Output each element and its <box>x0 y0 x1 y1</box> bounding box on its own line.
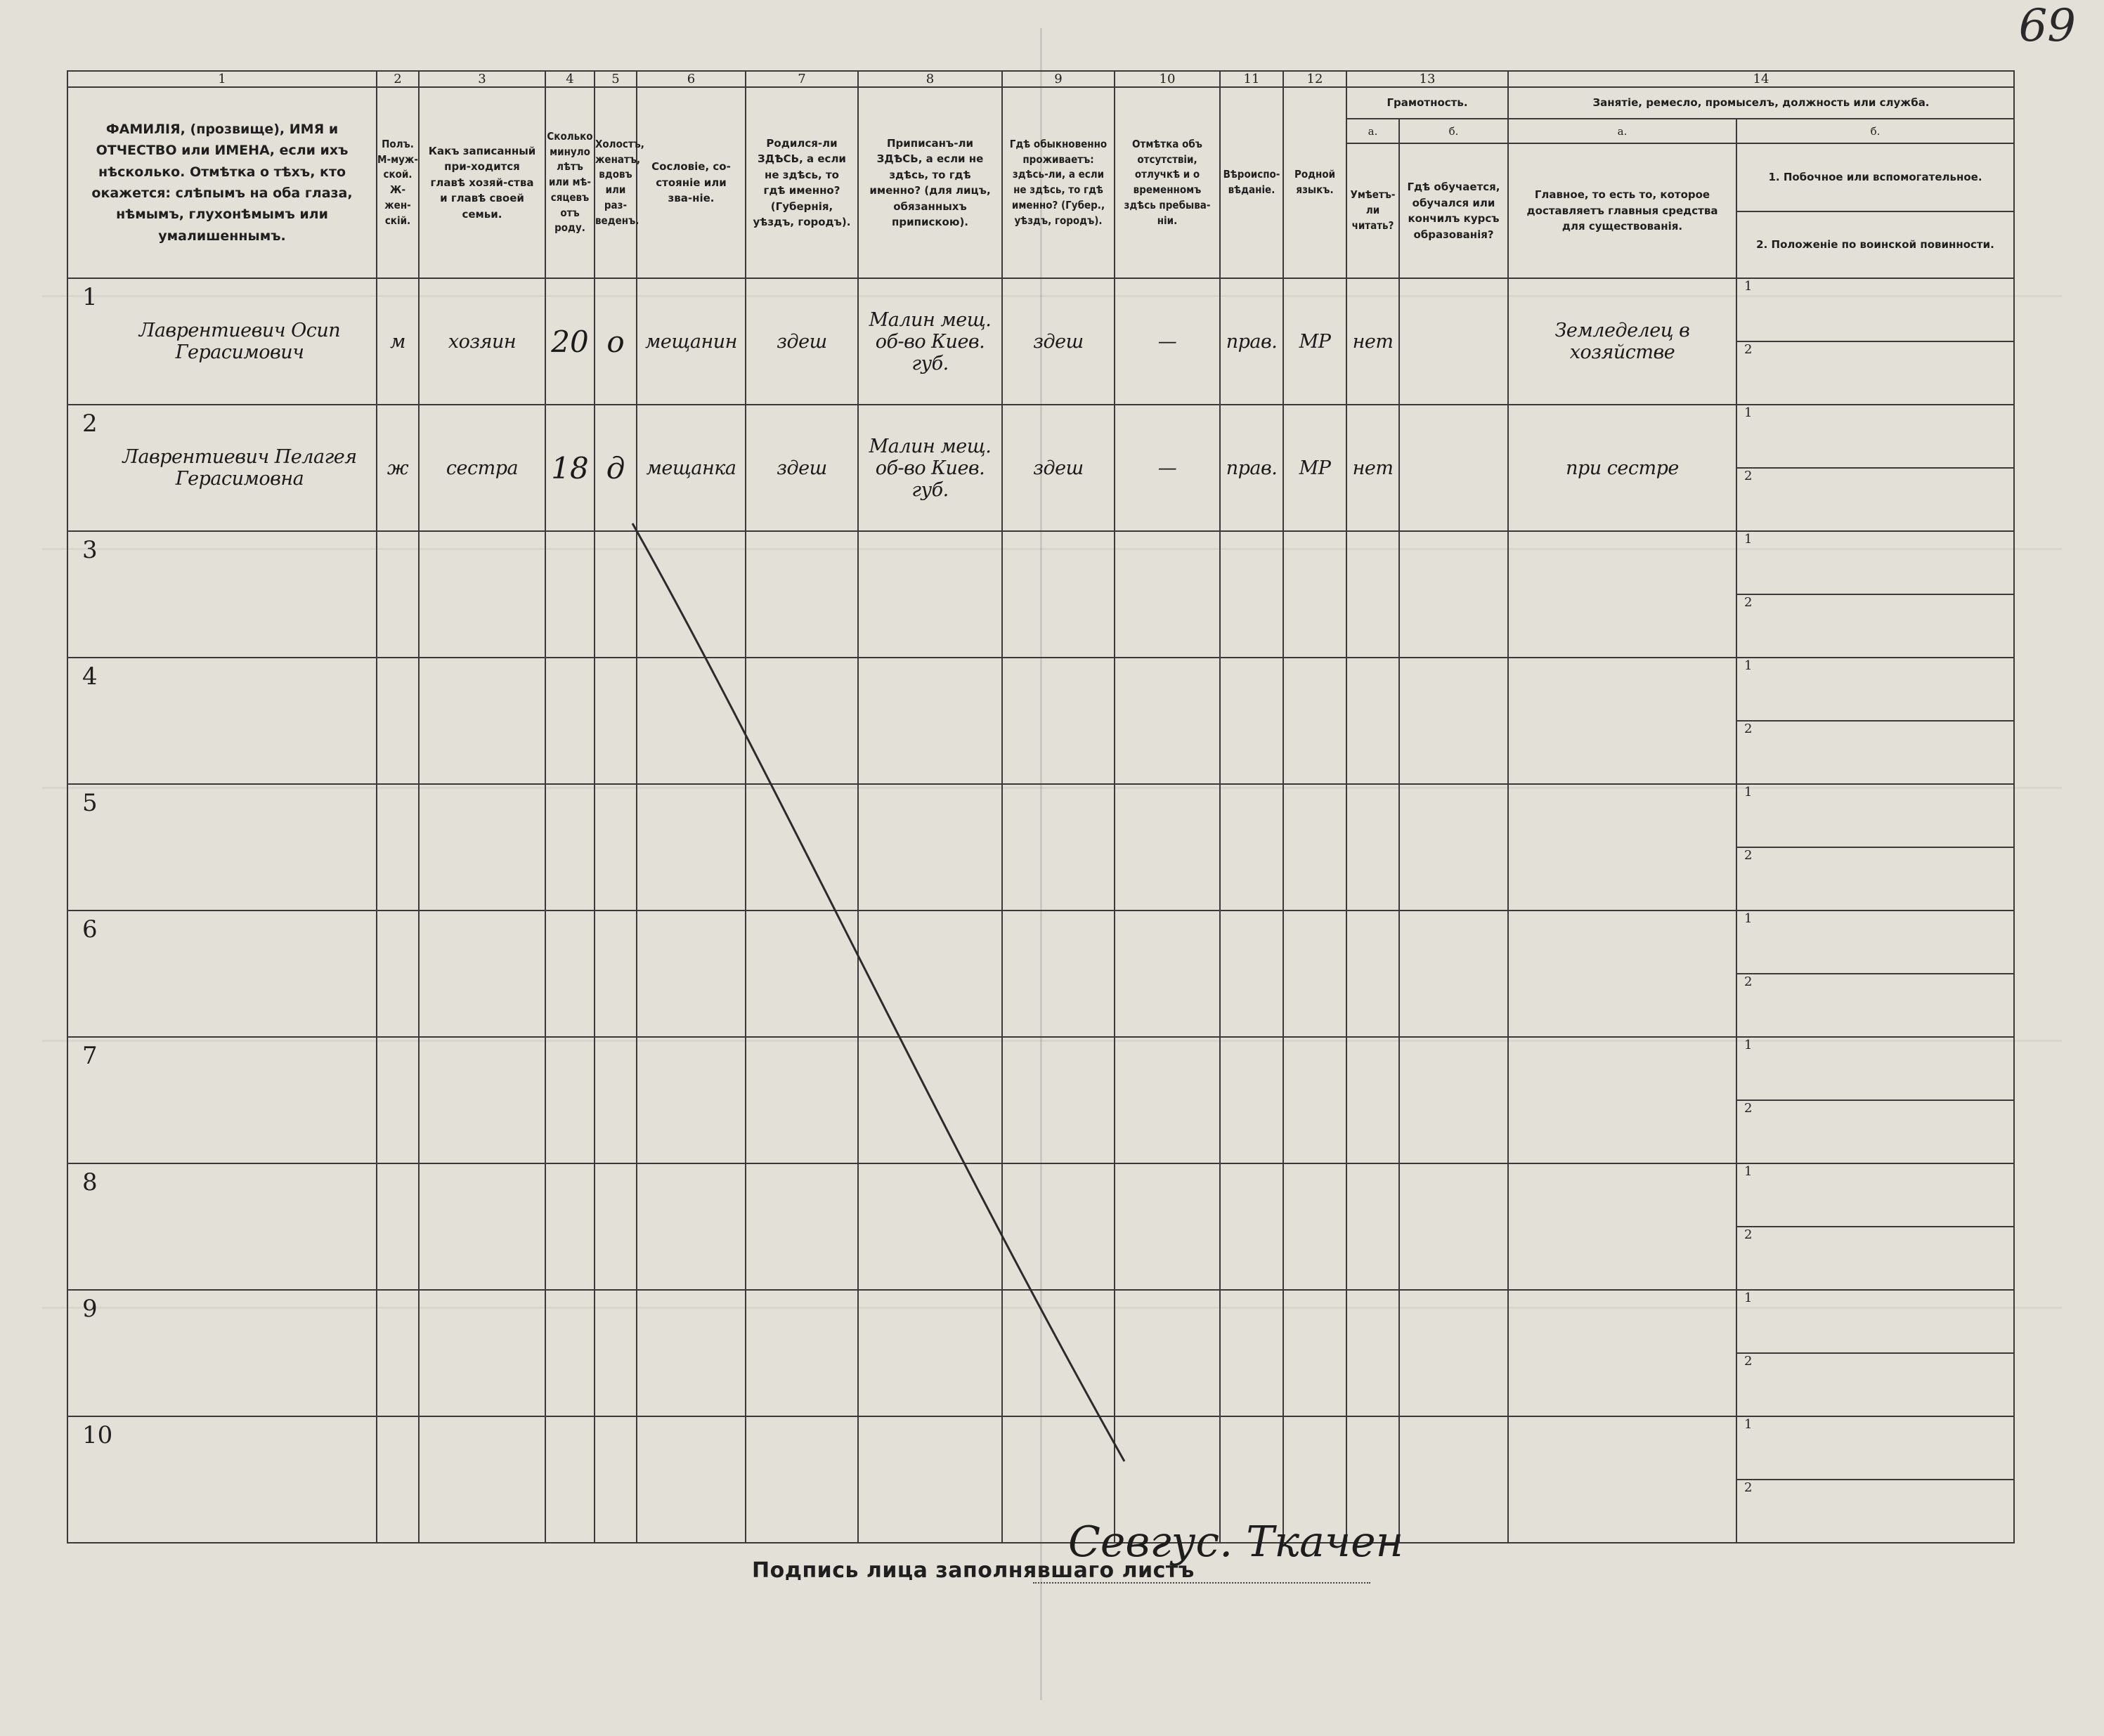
col-number: 8 <box>858 71 1002 87</box>
person-row <box>67 1416 2014 1480</box>
header-education: Гдѣ обучается, обучался или кончилъ курсъ образованія? <box>1399 143 1508 278</box>
col-number: 6 <box>637 71 746 87</box>
header-residence: Гдѣ обыкновенно проживаетъ: здѣсь-ли, а если не здѣсь, то гдѣ именно? (Губер., уѣздъ, городъ). <box>1002 87 1115 278</box>
header-secondary-occupation: 1. Побочное или вспомогательное. <box>1737 144 2013 212</box>
col-number: 11 <box>1220 71 1283 87</box>
person-row <box>67 1290 2014 1353</box>
header-language: Родной языкъ. <box>1283 87 1346 278</box>
header-occupation-b-label: б. <box>1736 119 2014 143</box>
row-number: 3 <box>67 531 377 658</box>
secondary-subcell: 1 <box>1736 658 2014 721</box>
literacy-cell: нет <box>1346 405 1399 531</box>
row-number: 7 <box>67 1037 377 1163</box>
col-number: 2 <box>377 71 419 87</box>
occupation-cell: Земледелец в хозяйстве <box>1508 278 1736 405</box>
header-military: 2. Положеніе по воинской повинности. <box>1756 238 1994 252</box>
header-absence: Отмѣтка объ отсутствіи, отлучкѣ и о временномъ здѣсь пребыва-ніи. <box>1115 87 1220 278</box>
signature-line <box>1033 1582 1370 1584</box>
header-registered: Приписанъ-ли ЗДѢСЬ, а если не здѣсь, то гдѣ именно? (для лицъ, обязанныхъ припискою). <box>858 87 1002 278</box>
col-number: 1 <box>67 71 377 87</box>
education-cell <box>1399 278 1508 405</box>
col-number: 13 <box>1346 71 1508 87</box>
military-subcell: 2 <box>1736 1227 2014 1290</box>
residence-cell: здеш <box>1002 278 1115 405</box>
header-sex: Полъ. М-муж-ской. Ж-жен-скій. <box>377 87 419 278</box>
person-row <box>67 1037 2014 1100</box>
col-number: 12 <box>1283 71 1346 87</box>
military-subcell: 2 <box>1736 1353 2014 1416</box>
col-number: 5 <box>595 71 637 87</box>
birthplace-cell: здеш <box>746 405 858 531</box>
person-row <box>67 278 2014 341</box>
military-subcell: 2 <box>1736 341 2014 405</box>
sex-cell: м <box>377 278 419 405</box>
secondary-subcell: 1 <box>1736 1416 2014 1480</box>
col-number: 4 <box>545 71 595 87</box>
person-name: Лаврентиевич Осип Герасимович <box>138 320 341 363</box>
military-subcell: 2 <box>1736 594 2014 658</box>
registered-cell: Малин мещ. об-во Киев. губ. <box>858 405 1002 531</box>
secondary-subcell: 1 <box>1736 1163 2014 1227</box>
person-row <box>67 531 2014 594</box>
secondary-subcell: 1 <box>1736 1290 2014 1353</box>
language-cell: МР <box>1283 405 1346 531</box>
header-occupation: Занятіе, ремесло, промыселъ, должность или служба. <box>1508 87 2014 119</box>
absence-cell: — <box>1115 405 1220 531</box>
language-cell: МР <box>1283 278 1346 405</box>
header-literacy-a-label: а. <box>1346 119 1399 143</box>
person-row <box>67 784 2014 847</box>
signature-label: Подпись лица заполнявшаго листъ <box>752 1558 1195 1583</box>
person-name: Лаврентиевич Пелагея Герасимовна <box>122 446 357 490</box>
page-number: 69 <box>2018 0 2076 52</box>
secondary-subcell: 1 <box>1736 278 2014 341</box>
header-literacy: Грамотность. <box>1346 87 1508 119</box>
age-cell: 18 <box>545 405 595 531</box>
birthplace-cell: здеш <box>746 278 858 405</box>
row-number: 9 <box>67 1290 377 1416</box>
col-number: 9 <box>1002 71 1115 87</box>
military-subcell: 2 <box>1736 1100 2014 1163</box>
name-cell <box>67 278 377 405</box>
sex-cell: ж <box>377 405 419 531</box>
military-subcell: 2 <box>1736 974 2014 1037</box>
signature: Севгус. Ткачен <box>1068 1518 1404 1567</box>
secondary-subcell: 1 <box>1736 911 2014 974</box>
marital-cell: о <box>595 278 637 405</box>
relation-cell: сестра <box>419 405 545 531</box>
person-row <box>67 1163 2014 1227</box>
secondary-subcell: 1 <box>1736 405 2014 468</box>
header-birthplace: Родился-ли ЗДѢСЬ, а если не здѣсь, то гдѣ именно? (Губернія, уѣздъ, городъ). <box>746 87 858 278</box>
header-age: Сколько минуло лѣтъ или мѣ-сяцевъ отъ роду. <box>545 87 595 278</box>
header-can-read: Умѣетъ-ли читать? <box>1346 143 1399 278</box>
row-number: 1 <box>82 283 98 311</box>
relation-cell: хозяин <box>419 278 545 405</box>
secondary-subcell: 1 <box>1736 531 2014 594</box>
person-row <box>67 658 2014 721</box>
header-row-1 <box>67 87 2014 119</box>
registered-cell: Малин мещ. об-во Киев. губ. <box>858 278 1002 405</box>
military-subcell: 2 <box>1736 847 2014 911</box>
absence-cell: — <box>1115 278 1220 405</box>
header-relation: Какъ записанный при-ходится главѣ хозяй-ства и главѣ своей семьи. <box>419 87 545 278</box>
estate-cell: мещанка <box>637 405 746 531</box>
header-secondary <box>1736 143 2014 278</box>
person-row <box>67 911 2014 974</box>
header-occupation-a-label: а. <box>1508 119 1736 143</box>
person-row <box>67 405 2014 468</box>
name-cell <box>67 405 377 531</box>
column-number-row <box>67 71 2014 87</box>
row-number: 10 <box>67 1416 377 1543</box>
header-main-occupation: Главное, то есть то, которое доставляетъ главныя средства для существованія. <box>1508 143 1736 278</box>
education-cell <box>1399 405 1508 531</box>
row-number: 2 <box>82 410 98 438</box>
secondary-subcell: 1 <box>1736 1037 2014 1100</box>
row-number: 6 <box>67 911 377 1037</box>
header-estate: Сословіе, со-стояніе или зва-ніе. <box>637 87 746 278</box>
census-table <box>67 70 2015 1544</box>
row-number: 5 <box>67 784 377 911</box>
header-religion: Вѣроиспо-вѣданіе. <box>1220 87 1283 278</box>
literacy-cell: нет <box>1346 278 1399 405</box>
col-number: 10 <box>1115 71 1220 87</box>
occupation-cell: при сестре <box>1508 405 1736 531</box>
header-marital: Холостъ, женатъ, вдовъ или раз-веденъ. <box>595 87 637 278</box>
marital-cell: д <box>595 405 637 531</box>
military-subcell: 2 <box>1736 1480 2014 1543</box>
religion-cell: прав. <box>1220 278 1283 405</box>
header-literacy-b-label: б. <box>1399 119 1508 143</box>
religion-cell: прав. <box>1220 405 1283 531</box>
military-subcell: 2 <box>1736 721 2014 784</box>
secondary-subcell: 1 <box>1736 784 2014 847</box>
row-number: 8 <box>67 1163 377 1290</box>
col-number: 3 <box>419 71 545 87</box>
col-number: 7 <box>746 71 858 87</box>
age-cell: 20 <box>545 278 595 405</box>
estate-cell: мещанин <box>637 278 746 405</box>
military-subcell: 2 <box>1736 468 2014 531</box>
residence-cell: здеш <box>1002 405 1115 531</box>
header-name: ФАМИЛІЯ, (прозвище), ИМЯ и ОТЧЕСТВО или ИМЕНА, если ихъ нѣсколько. Отмѣтка о тѣхъ, кто окажется: слѣпымъ на оба глаза, нѣмымъ, глухонѣмымъ или умалишеннымъ. <box>67 87 377 278</box>
col-number: 14 <box>1508 71 2014 87</box>
row-number: 4 <box>67 658 377 784</box>
